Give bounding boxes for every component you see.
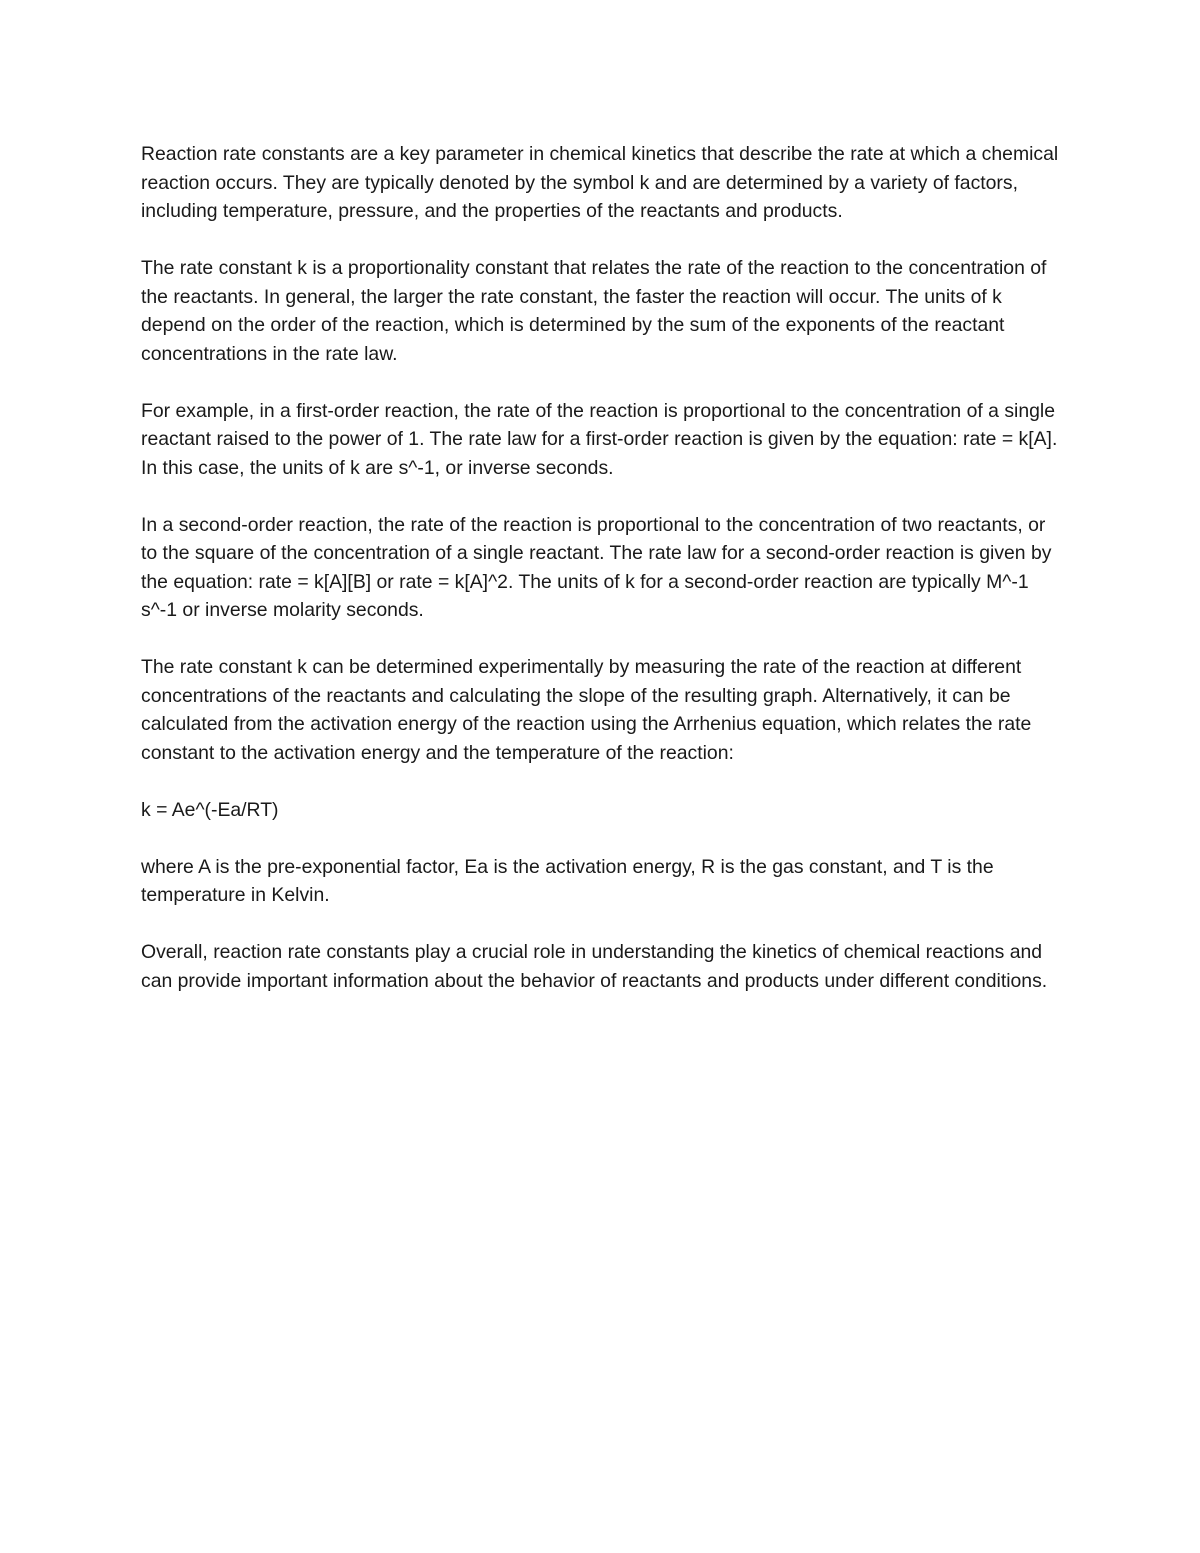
paragraph-rate-constant: The rate constant k is a proportionality constant that relates the rate of the reaction to the concentration of the reactants. In general, the larger the rate constant, the faster the reaction will occur. The units of k depend on the order of the reaction, which is determined by the sum of the exponents of the reactant concentrations in the rate law.: [141, 257, 1047, 365]
paragraph-equation-terms: where A is the pre-exponential factor, Ea is the activation energy, R is the gas constant, and T is the temperature in Kelvin.: [141, 855, 994, 906]
paragraph-second-order: In a second-order reaction, the rate of the reaction is proportional to the concentration of two reactants, or to the square of the concentration of a single reactant. The rate law for a second-order reaction is given by the equation: rate = k[A][B] or rate = k[A]^2. The units of k for a second-order reaction are typically M^-1 s^-1 or inverse molarity seconds.: [141, 513, 1052, 621]
document-body: [141, 140, 1061, 1024]
paragraph-first-order: For example, in a first-order reaction, the rate of the reaction is proportional to the concentration of a single reactant raised to the power of 1. The rate law for a first-order reaction is given by the equation: rate = k[A]. In this case, the units of k are s^-1, or inverse seconds.: [141, 399, 1058, 479]
paragraph-determination: The rate constant k can be determined experimentally by measuring the rate of the reaction at different concentrations of the reactants and calculating the slope of the resulting graph. Alternatively, it can be calculated from the activation energy of the reaction using the Arrhenius equation, which relates the rate constant to the activation energy and the temperature of the reaction:: [141, 656, 1032, 764]
paragraph-intro: Reaction rate constants are a key parameter in chemical kinetics that describe the rate at which a chemical reaction occurs. They are typically denoted by the symbol k and are determined by a variety of factors, including temperature, pressure, and the properties of the reactants and products.: [141, 143, 1059, 222]
arrhenius-equation: k = Ae^(-Ea/RT): [141, 798, 279, 821]
paragraph-conclusion: Overall, reaction rate constants play a crucial role in understanding the kinetics of chemical reactions and can provide important information about the behavior of reactants and products under different conditions.: [141, 941, 1048, 992]
